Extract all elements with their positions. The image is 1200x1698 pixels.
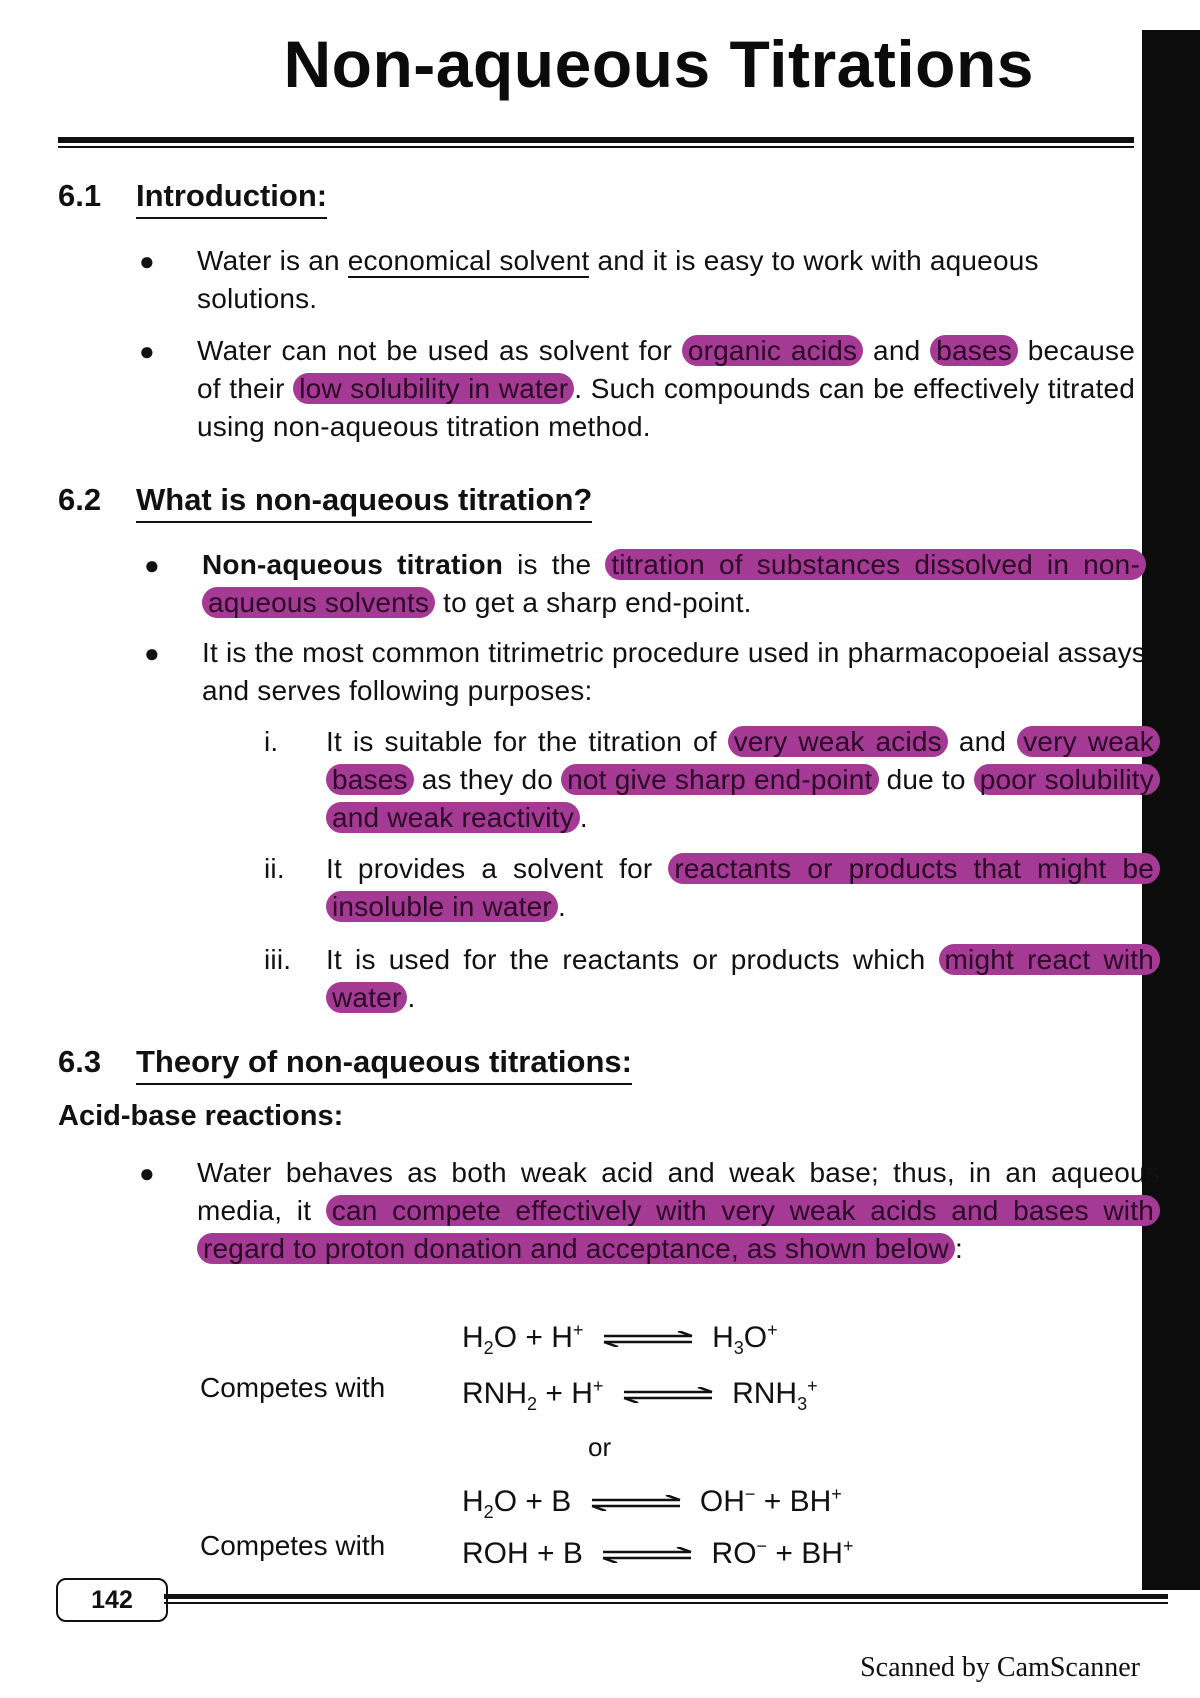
list-item xyxy=(264,723,1160,837)
list-item xyxy=(264,941,1160,1017)
text: . xyxy=(407,982,416,1013)
bullet-icon: ● xyxy=(139,246,155,276)
page-number: 142 xyxy=(56,1578,168,1622)
highlight: low solubility in water xyxy=(293,373,574,404)
text: and xyxy=(863,335,931,366)
text: as they do xyxy=(413,764,562,795)
equilibrium-arrow-icon xyxy=(601,1547,693,1563)
highlight: poor solubility and weak reactivity xyxy=(326,764,1160,833)
bullet-item xyxy=(144,546,1146,622)
highlight: not give sharp end-point xyxy=(561,764,878,795)
page-title: Non-aqueous Titrations xyxy=(283,27,1034,101)
text: It is used for the reactants or products which xyxy=(326,944,939,975)
list-marker: i. xyxy=(264,726,279,757)
section-title: What is non-aqueous titration? xyxy=(136,482,592,523)
highlight: bases xyxy=(930,335,1018,366)
bold-term: Non-aqueous titration xyxy=(202,549,504,580)
section-number: 6.2 xyxy=(58,482,102,517)
highlight: organic acids xyxy=(682,335,863,366)
equation-water-base: $H_2O + B$ OH− + BH+ xyxy=(462,1484,842,1522)
header-rule xyxy=(58,137,1134,143)
text: Water is an xyxy=(197,245,348,276)
text: Water can not be used as solvent for xyxy=(197,335,682,366)
equation-water-proton: $H_2O + H^+$ $H_3O^+$ xyxy=(462,1320,778,1358)
bullet-item xyxy=(139,1154,1160,1268)
list-marker: iii. xyxy=(264,944,292,975)
equilibrium-arrow-icon xyxy=(590,1495,682,1511)
or-label: or xyxy=(588,1432,612,1462)
highlight: can compete effectively with very weak acids and bases with regard to proton donation and acceptance, as shown below xyxy=(197,1195,1160,1264)
highlight: titration of substances dissolved in non-aqueous solvents xyxy=(202,549,1146,618)
highlight: reactants or products that might be insoluble in water xyxy=(326,853,1160,922)
section-heading-6-1 xyxy=(58,178,327,214)
footer-rule-thin xyxy=(164,1602,1168,1604)
highlight: very weak acids xyxy=(728,726,948,757)
bullet-icon: ● xyxy=(144,550,160,580)
bullet-item xyxy=(144,634,1146,710)
bullet-item xyxy=(139,332,1135,446)
header-rule-thin xyxy=(58,146,1134,148)
text: It provides a solvent for xyxy=(326,853,669,884)
text: due to xyxy=(878,764,974,795)
section-heading-6-2 xyxy=(58,482,592,518)
highlight: very weak bases xyxy=(326,726,1160,795)
section-title: Introduction: xyxy=(136,178,327,219)
list-item xyxy=(264,850,1160,926)
text: and it is easy to work with aqueous solutions. xyxy=(197,245,1039,314)
text: to get a sharp end-point. xyxy=(435,587,752,618)
text: Water behaves as both weak acid and weak base; thus, in an aqueous media, it xyxy=(197,1157,1160,1226)
section-heading-6-3 xyxy=(58,1044,632,1080)
text: . xyxy=(557,891,566,922)
equation-alcohol-base: ROH + B RO− + BH+ xyxy=(462,1536,854,1570)
highlight: might react with water xyxy=(326,944,1160,1013)
underlined-text: economical solvent xyxy=(347,245,590,276)
competes-label: Competes with xyxy=(200,1530,386,1561)
equilibrium-arrow-icon xyxy=(622,1387,714,1403)
text: It is suitable for the titration of xyxy=(326,726,728,757)
text: : xyxy=(954,1233,963,1264)
bullet-icon: ● xyxy=(139,1158,155,1188)
section-number: 6.1 xyxy=(58,178,102,213)
text: because of their xyxy=(197,335,1135,404)
text: and xyxy=(947,726,1018,757)
text: . xyxy=(579,802,588,833)
section-title: Theory of non-aqueous titrations: xyxy=(136,1044,632,1085)
equilibrium-arrow-icon xyxy=(602,1331,694,1347)
equation-amine-proton: $RNH_2 + H^+$ $RNH_3^+$ xyxy=(462,1376,818,1414)
text: is the xyxy=(503,549,606,580)
bullet-icon: ● xyxy=(139,336,155,366)
scanner-watermark: Scanned by CamScanner xyxy=(860,1652,1140,1683)
subheading: Acid-base reactions: xyxy=(58,1100,344,1132)
bullet-icon: ● xyxy=(144,638,160,668)
list-marker: ii. xyxy=(264,853,285,884)
competes-label: Competes with xyxy=(200,1372,386,1403)
section-number: 6.3 xyxy=(58,1044,102,1079)
bullet-item xyxy=(139,242,1135,318)
text: It is the most common titrimetric procedure used in pharmacopoeial assays and serves following purposes: xyxy=(202,637,1146,706)
footer-rule xyxy=(164,1594,1168,1599)
text: . Such compounds can be effectively titrated using non-aqueous titration method. xyxy=(197,373,1135,442)
